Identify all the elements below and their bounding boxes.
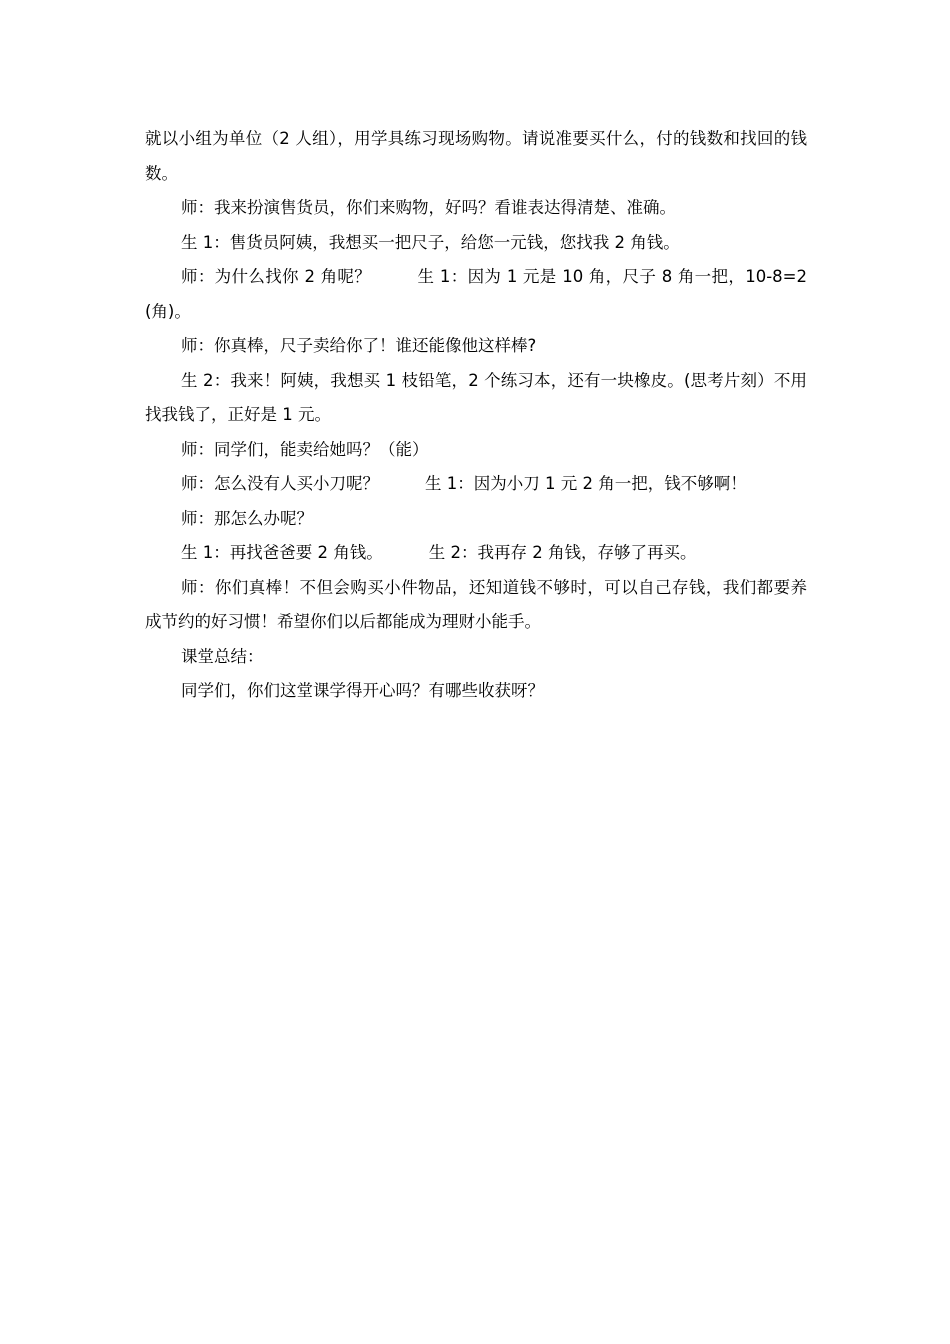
student-answer: 生 1：因为 1 元是 10 角，尺子 8 角一把，10-8=2(角)。 [145,267,807,321]
teacher-question: 师：为什么找你 2 角呢？ [181,267,372,286]
paragraph-teacher-summary: 师：你们真棒！不但会购买小件物品，还知道钱不够时，可以自己存钱，我们都要养成节约的好习惯！希望你们以后都能成为理财小能手。 [145,577,807,631]
paragraph-closing-question: 同学们，你们这堂课学得开心吗？有哪些收获呀？ [181,681,544,700]
student-answer: 生 1：因为小刀 1 元 2 角一把，钱不够啊！ [425,474,747,493]
student2-solution: 生 2：我再存 2 角钱，存够了再买。 [428,543,697,562]
teacher-question: 师：怎么没有人买小刀呢？ [181,474,379,493]
paragraph-group-practice: 就以小组为单位（2 人组），用学具练习现场购物。请说准要买什么，付的钱数和找回的钱数。 [145,129,807,183]
paragraph-student2-items: 生 2：我来！阿姨，我想买 1 枝铅笔，2 个练习本，还有一块橡皮。(思考片刻）不用找我钱了，正好是 1 元。 [145,370,807,424]
paragraph-student-solutions [145,536,807,571]
paragraph-knife-question [145,467,807,502]
paragraph-what-to-do: 师：那怎么办呢？ [181,508,313,528]
paragraph-class-summary-heading: 课堂总结： [181,646,264,666]
paragraph-teacher-role: 师：我来扮演售货员，你们来购物，好吗？看谁表达得清楚、准确。 [181,198,676,217]
paragraph-teacher-praise: 师：你真棒，尺子卖给你了！谁还能像他这样棒? [181,336,537,355]
document-body [145,122,807,709]
paragraph-why-two-jiao [145,260,807,329]
student1-solution: 生 1：再找爸爸要 2 角钱。 [181,543,383,562]
paragraph-can-sell: 师：同学们，能卖给她吗？（能） [181,439,429,459]
paragraph-student1-ruler: 生 1：售货员阿姨，我想买一把尺子，给您一元钱，您找我 2 角钱。 [181,232,680,252]
